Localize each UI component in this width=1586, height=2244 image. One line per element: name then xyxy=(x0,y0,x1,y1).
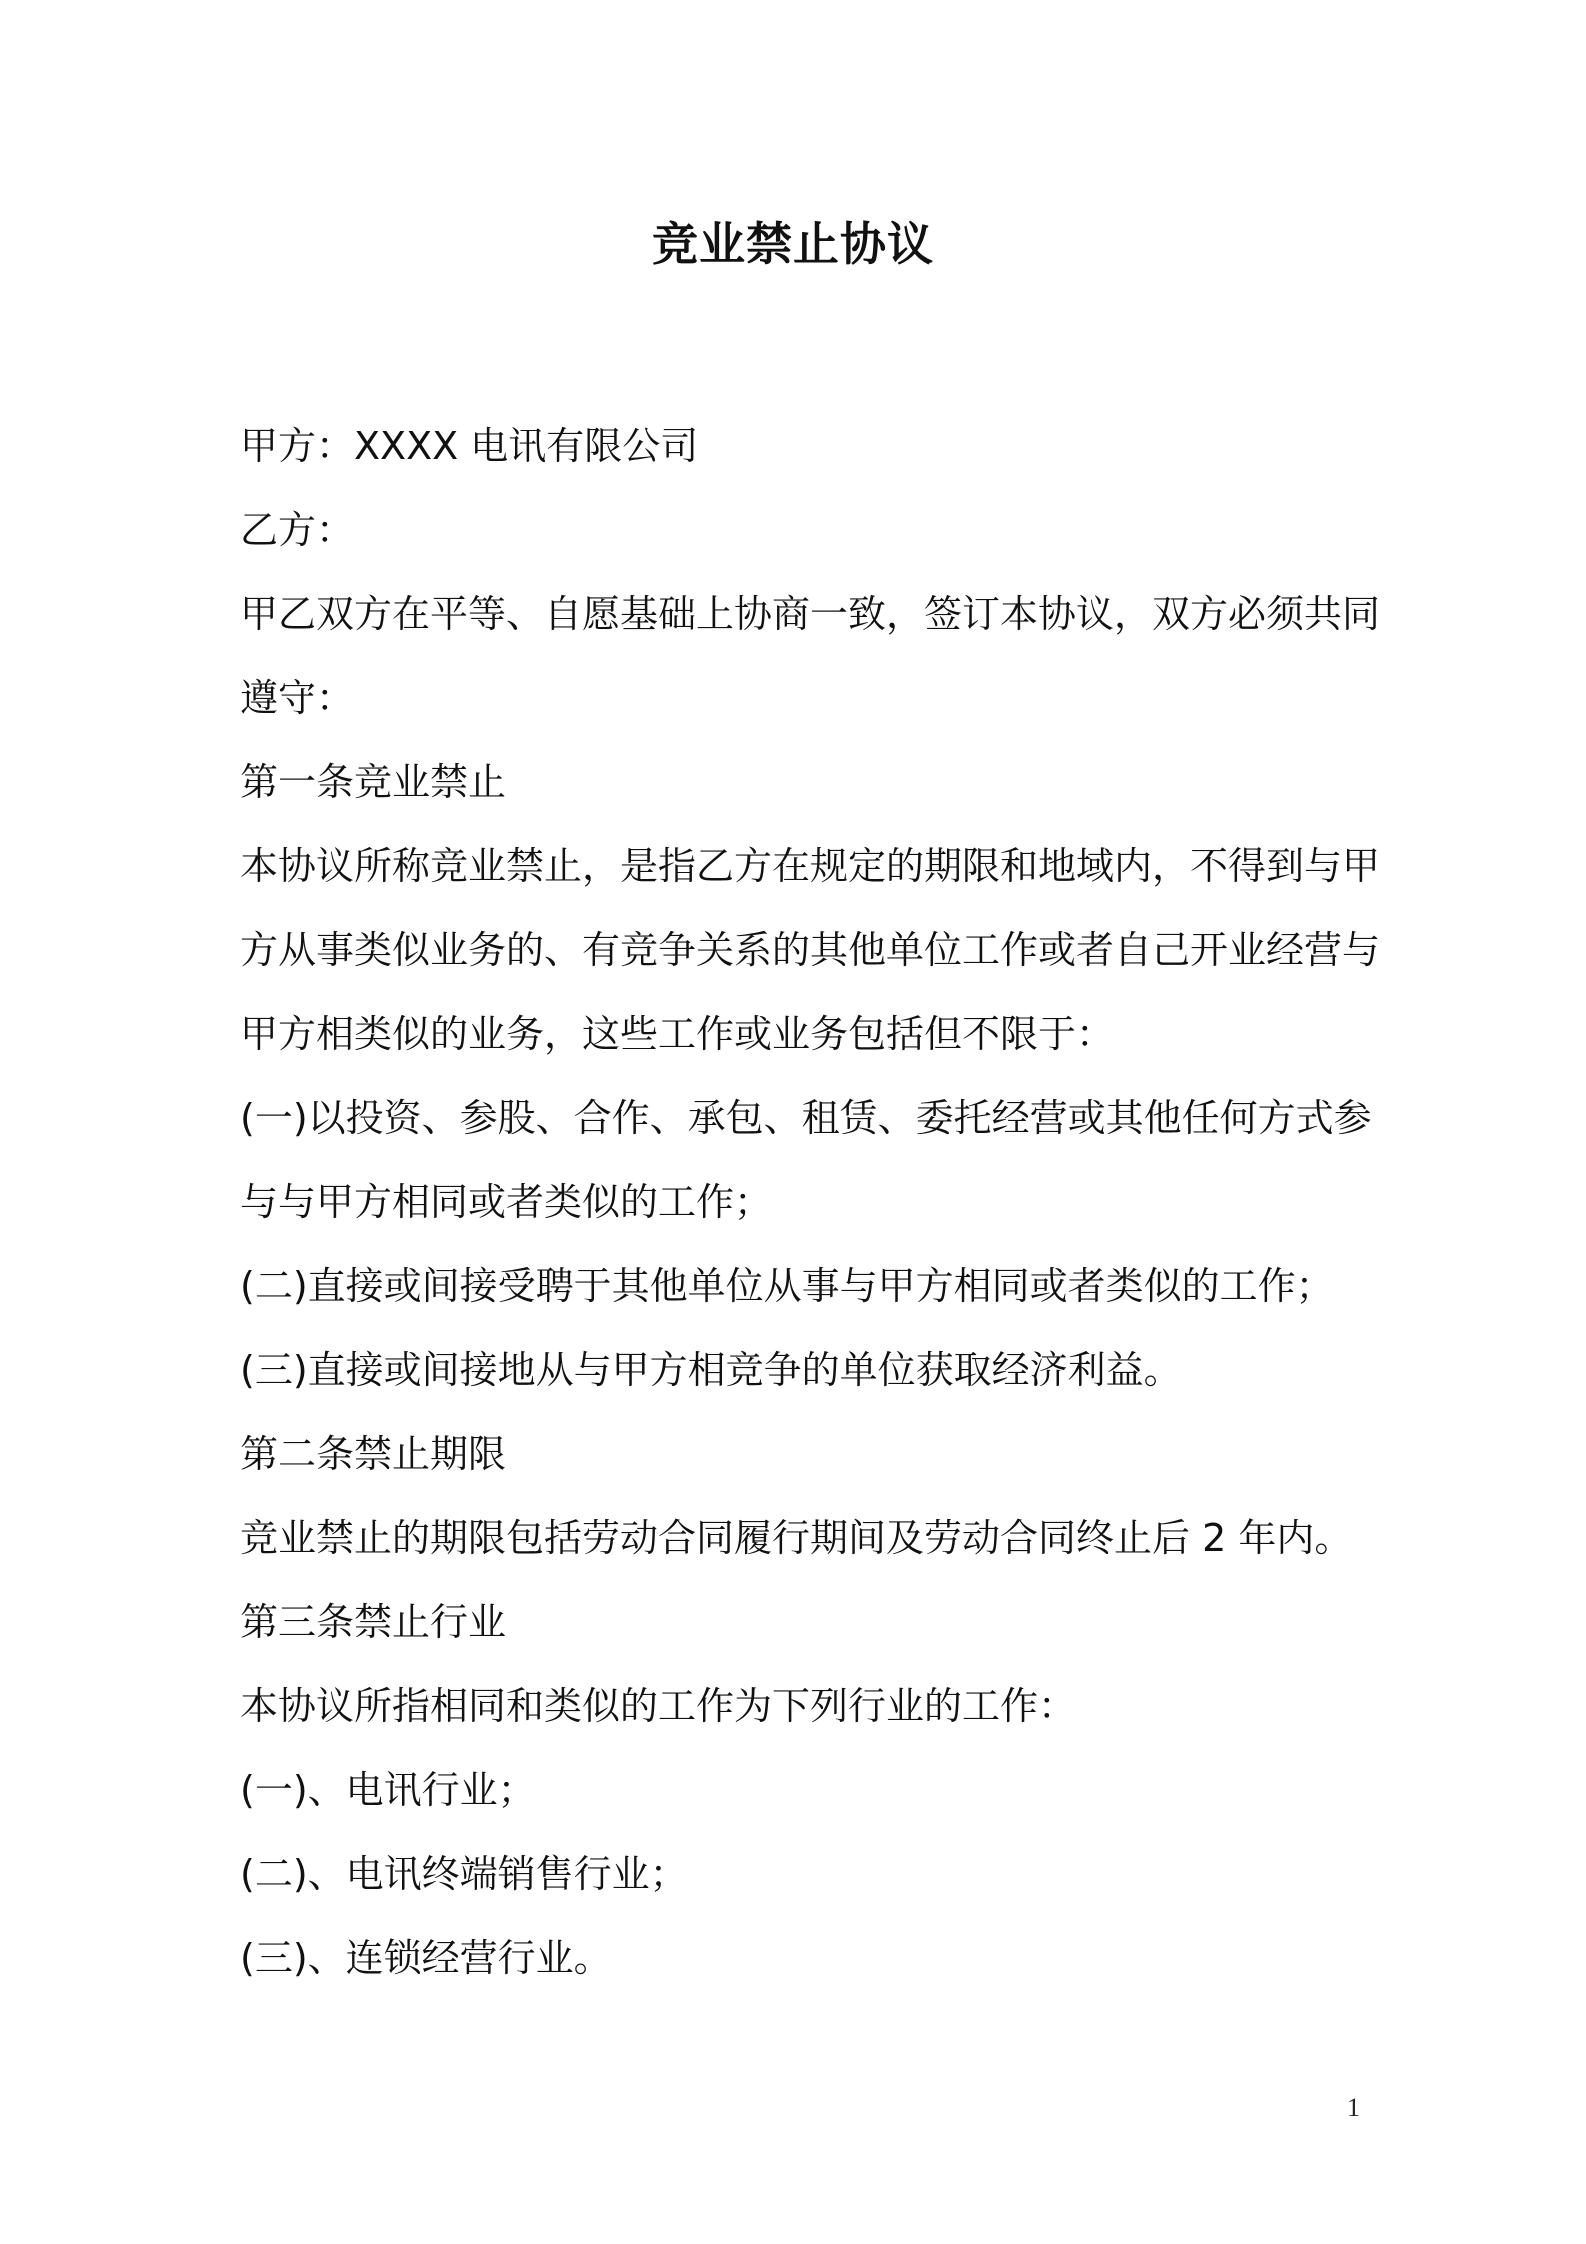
document-body xyxy=(240,404,1381,2000)
article-1-text-line-2: 方从事类似业务的、有竞争关系的其他单位工作或者自己开业经营与 xyxy=(240,928,1381,972)
article-3-heading: 第三条禁止行业 xyxy=(240,1600,507,1644)
page-number: 1 xyxy=(1347,2093,1360,2122)
party-b-line: 乙方： xyxy=(240,508,355,552)
article-3-item-3: (三)、连锁经营行业。 xyxy=(240,1936,612,1980)
article-1-item-2: (二)直接或间接受聘于其他单位从事与甲方相同或者类似的工作； xyxy=(240,1264,1334,1308)
preamble-line-2: 遵守： xyxy=(240,676,355,720)
party-a-line: 甲方：XXXX 电讯有限公司 xyxy=(240,424,699,468)
article-1-text-line-3: 甲方相类似的业务，这些工作或业务包括但不限于： xyxy=(240,1012,1115,1056)
article-3-item-1: (一)、电讯行业； xyxy=(240,1768,536,1812)
preamble-line-1: 甲乙双方在平等、自愿基础上协商一致，签订本协议，双方必须共同 xyxy=(240,592,1381,636)
article-1-item-1-line-2: 与与甲方相同或者类似的工作； xyxy=(240,1180,773,1224)
article-1-item-3: (三)直接或间接地从与甲方相竞争的单位获取经济利益。 xyxy=(240,1348,1182,1392)
article-3-item-2: (二)、电讯终端销售行业； xyxy=(240,1852,688,1896)
article-1-text-line-1: 本协议所称竞业禁止，是指乙方在规定的期限和地域内，不得到与甲 xyxy=(240,844,1381,888)
article-2-text: 竞业禁止的期限包括劳动合同履行期间及劳动合同终止后 2 年内。 xyxy=(240,1516,1353,1560)
article-1-item-1-line-1: (一)以投资、参股、合作、承包、租赁、委托经营或其他任何方式参 xyxy=(240,1096,1372,1140)
article-3-text: 本协议所指相同和类似的工作为下列行业的工作： xyxy=(240,1684,1077,1728)
article-1-heading: 第一条竞业禁止 xyxy=(240,760,507,804)
article-2-heading: 第二条禁止期限 xyxy=(240,1432,507,1476)
document-title: 竞业禁止协议 xyxy=(652,217,934,271)
